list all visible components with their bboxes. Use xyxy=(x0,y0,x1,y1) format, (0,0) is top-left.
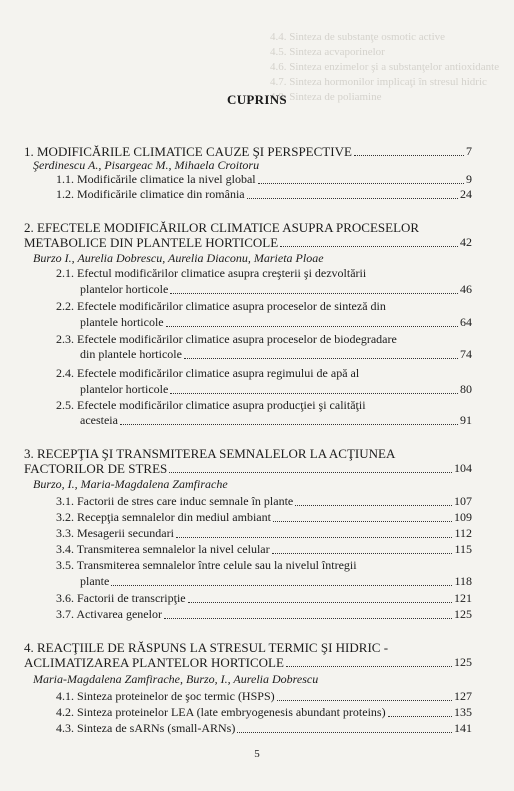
page-ref: 104 xyxy=(454,461,472,475)
page-ref: 80 xyxy=(460,382,472,396)
toc-item[interactable] xyxy=(80,413,472,428)
section-authors: Burzo, I., Maria-Magdalena Zamfirache xyxy=(33,477,228,491)
page-ref: 135 xyxy=(454,705,472,719)
item-title-line: 3.5. Transmiterea semnalelor între celule sau la nivelul întregii xyxy=(56,558,357,572)
toc-item[interactable] xyxy=(56,591,472,606)
toc-item[interactable] xyxy=(56,510,472,525)
dot-leader xyxy=(176,537,452,538)
toc-item[interactable] xyxy=(56,689,472,704)
dot-leader xyxy=(111,585,452,586)
page-ref: 109 xyxy=(454,510,472,524)
bleed-line: 4.5. Sinteza acvaporinelor xyxy=(270,46,385,58)
item-title: din plantele horticole xyxy=(80,347,182,361)
section-title: 1. MODIFICĂRILE CLIMATICE CAUZE ŞI PERSPECTIVE xyxy=(24,144,352,159)
toc-item[interactable] xyxy=(56,721,472,736)
page-ref: 125 xyxy=(454,607,472,621)
page-ref: 107 xyxy=(454,494,472,508)
dot-leader xyxy=(120,424,458,425)
item-title-line: 2.5. Efectele modificărilor climatice asupra producţiei şi calităţii xyxy=(56,398,366,412)
dot-leader xyxy=(295,505,452,506)
section-title: FACTORILOR DE STRES xyxy=(24,461,168,476)
toc-item[interactable] xyxy=(56,172,472,187)
item-title: 4.3. Sinteza de sARNs (small-ARNs) xyxy=(56,721,236,735)
item-title: 1.2. Modificările climatice din românia xyxy=(56,187,245,201)
dot-leader xyxy=(280,246,458,247)
item-title: 3.2. Recepţia semnalelor din mediul ambiant xyxy=(56,510,271,524)
item-title: 4.1. Sinteza proteinelor de şoc termic (HSPS) xyxy=(56,689,275,703)
dot-leader xyxy=(166,326,458,327)
section-title: ACLIMATIZAREA PLANTELOR HORTICOLE xyxy=(24,655,284,670)
page-ref: 64 xyxy=(460,315,472,329)
dot-leader xyxy=(169,472,452,473)
toc-item[interactable] xyxy=(56,494,472,509)
dot-leader xyxy=(273,521,452,522)
toc-item[interactable] xyxy=(56,542,472,557)
page-number: 5 xyxy=(254,748,260,760)
item-title: 4.2. Sinteza proteinelor LEA (late embryogenesis abundant proteins) xyxy=(56,705,386,719)
toc-item[interactable] xyxy=(80,574,472,589)
page-ref: 112 xyxy=(454,526,472,540)
dot-leader xyxy=(286,666,452,667)
page-ref: 46 xyxy=(460,282,472,296)
toc-item[interactable] xyxy=(80,382,472,397)
item-title-line: 2.3. Efectele modificărilor climatice asupra proceselor de biodegradare xyxy=(56,332,397,346)
item-title: plantelor horticole xyxy=(80,382,169,396)
section-title-line: 3. RECEPŢIA ŞI TRANSMITEREA SEMNALELOR LA ACŢIUNEA xyxy=(24,446,396,461)
item-title: acesteia xyxy=(80,413,118,427)
dot-leader xyxy=(170,393,458,394)
dot-leader xyxy=(184,358,458,359)
item-title: plante xyxy=(80,574,110,588)
page-ref: 121 xyxy=(454,591,472,605)
section-title: METABOLICE DIN PLANTELE HORTICOLE xyxy=(24,235,279,250)
toc-section-4[interactable] xyxy=(24,655,472,670)
dot-leader xyxy=(388,716,452,717)
item-title: 3.7. Activarea genelor xyxy=(56,607,162,621)
toc-item[interactable] xyxy=(80,315,472,330)
toc-item[interactable] xyxy=(56,607,472,622)
toc-item[interactable] xyxy=(56,526,472,541)
page-ref: 118 xyxy=(454,574,472,588)
page-ref: 42 xyxy=(460,235,472,249)
toc-item[interactable] xyxy=(56,187,472,202)
dot-leader xyxy=(272,553,453,554)
page-ref: 9 xyxy=(466,172,472,186)
item-title: 3.4. Transmiterea semnalelor la nivel celular xyxy=(56,542,270,556)
toc-section-3[interactable] xyxy=(24,461,472,476)
dot-leader xyxy=(258,183,464,184)
toc-item[interactable] xyxy=(80,282,472,297)
item-title: plantele horticole xyxy=(80,315,164,329)
page-ref: 127 xyxy=(454,689,472,703)
bleed-line: 4.4. Sinteza de substanţe osmotic active xyxy=(270,31,446,43)
item-title-line: 2.1. Efectul modificărilor climatice asupra creşterii şi dezvoltării xyxy=(56,266,367,280)
section-authors: Burzo I., Aurelia Dobrescu, Aurelia Diaconu, Marieta Ploae xyxy=(33,251,324,265)
page-ref: 125 xyxy=(454,655,472,669)
toc-item[interactable] xyxy=(80,347,472,362)
toc-section-1[interactable] xyxy=(24,144,472,159)
section-title-line: 2. EFECTELE MODIFICĂRILOR CLIMATICE ASUPRA PROCESELOR xyxy=(24,220,420,235)
page-ref: 7 xyxy=(466,144,472,158)
page-ref: 74 xyxy=(460,347,472,361)
section-authors: Maria-Magdalena Zamfirache, Burzo, I., Aurelia Dobrescu xyxy=(33,672,319,686)
item-title: 3.6. Factorii de transcripţie xyxy=(56,591,186,605)
bleed-line: 4.6. Sinteza enzimelor şi a substanţelor antioxidante xyxy=(270,61,500,73)
section-authors: Şerdinescu A., Pisargeac M., Mihaela Croitoru xyxy=(33,158,260,172)
page-ref: 141 xyxy=(454,721,472,735)
dot-leader xyxy=(164,618,452,619)
page-ref: 115 xyxy=(454,542,472,556)
page-title: CUPRINS xyxy=(227,92,287,107)
item-title: plantelor horticole xyxy=(80,282,169,296)
dot-leader xyxy=(247,198,458,199)
item-title: 3.3. Mesagerii secundari xyxy=(56,526,174,540)
dot-leader xyxy=(277,700,452,701)
item-title: 3.1. Factorii de stres care induc semnale în plante xyxy=(56,494,294,508)
dot-leader xyxy=(188,602,452,603)
toc-section-2[interactable] xyxy=(24,235,472,250)
dot-leader xyxy=(237,732,452,733)
item-title-line: 2.2. Efectele modificărilor climatice asupra proceselor de sinteză din xyxy=(56,299,386,313)
dot-leader xyxy=(354,155,464,156)
bleed-line: 4.7. Sinteza hormonilor implicaţi în stresul hidric xyxy=(270,76,487,88)
toc-item[interactable] xyxy=(56,705,472,720)
section-title-line: 4. REACŢIILE DE RĂSPUNS LA STRESUL TERMIC ŞI HIDRIC - xyxy=(24,640,389,655)
page-ref: 91 xyxy=(460,413,472,427)
item-title-line: 2.4. Efectele modificărilor climatice asupra regimului de apă al xyxy=(56,366,360,380)
item-title: 1.1. Modificările climatice la nivel global xyxy=(56,172,256,186)
bleed-line: 4.8. Sinteza de poliamine xyxy=(270,91,382,103)
dot-leader xyxy=(170,293,458,294)
page-ref: 24 xyxy=(460,187,472,201)
